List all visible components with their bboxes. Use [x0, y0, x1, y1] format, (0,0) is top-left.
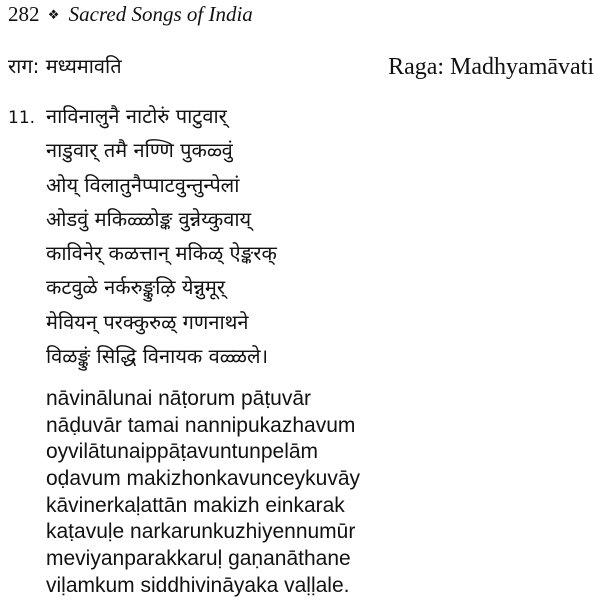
- verse-devanagari-text: [46, 99, 277, 373]
- devanagari-line: कटवुळे नर्करुङ्कुऴि येन्नुमूर्: [46, 275, 226, 300]
- transliteration-line: kaṭavuḷe narkarunkuzhiyennumūr: [46, 520, 356, 544]
- raga-label-roman: Raga: Madhyamāvati: [388, 54, 594, 80]
- transliteration-line: kāvinerkaḷattān makizh einkarak: [46, 493, 345, 517]
- devanagari-line: नाविनालुनै नाटोरुं पाटुवार्: [46, 104, 227, 128]
- devanagari-line: ओय् विलातुनैप्पाटवुन्तुन्पेलां: [46, 172, 240, 197]
- page-header: [8, 2, 253, 27]
- book-title: Sacred Songs of India: [68, 2, 253, 26]
- verse-transliteration-text: [46, 386, 360, 600]
- transliteration-line: oyvilātunaippāṭavuntunpelām: [46, 440, 319, 464]
- page-number: 282: [8, 2, 40, 26]
- diamond-separator-icon: ❖: [47, 7, 60, 22]
- devanagari-line: मेवियन् परक्कुरुळ् गणनाथने: [46, 309, 249, 334]
- transliteration-line: nāḍuvār tamai nannipukazhavum: [46, 413, 356, 437]
- verse-number: 11.: [8, 108, 36, 128]
- transliteration-line: meviyanparakkaruḷ gaṇanāthane: [46, 547, 351, 571]
- devanagari-line: ओडवुं मकिळ्ळोङ्क वुन्नेय्कुवाय्: [46, 206, 252, 231]
- transliteration-line: oḍavum makizhonkavunceykuvāy: [46, 467, 360, 491]
- raga-label-devanagari: राग: मध्यमावति: [8, 54, 122, 78]
- devanagari-line: विळङ्कुं सिद्धि विनायक वळ्ळले।: [46, 344, 269, 369]
- transliteration-line: nāvinālunai nāṭorum pāṭuvār: [46, 387, 312, 410]
- devanagari-line: नाडुवार् तमै नण्णि पुकळ्वुं: [46, 138, 233, 163]
- devanagari-line: काविनेर् कळत्तान् मकिळ् ऐङ्करक्: [46, 241, 277, 266]
- transliteration-line: viḷamkum siddhivināyaka vaḷḷale.: [46, 573, 350, 597]
